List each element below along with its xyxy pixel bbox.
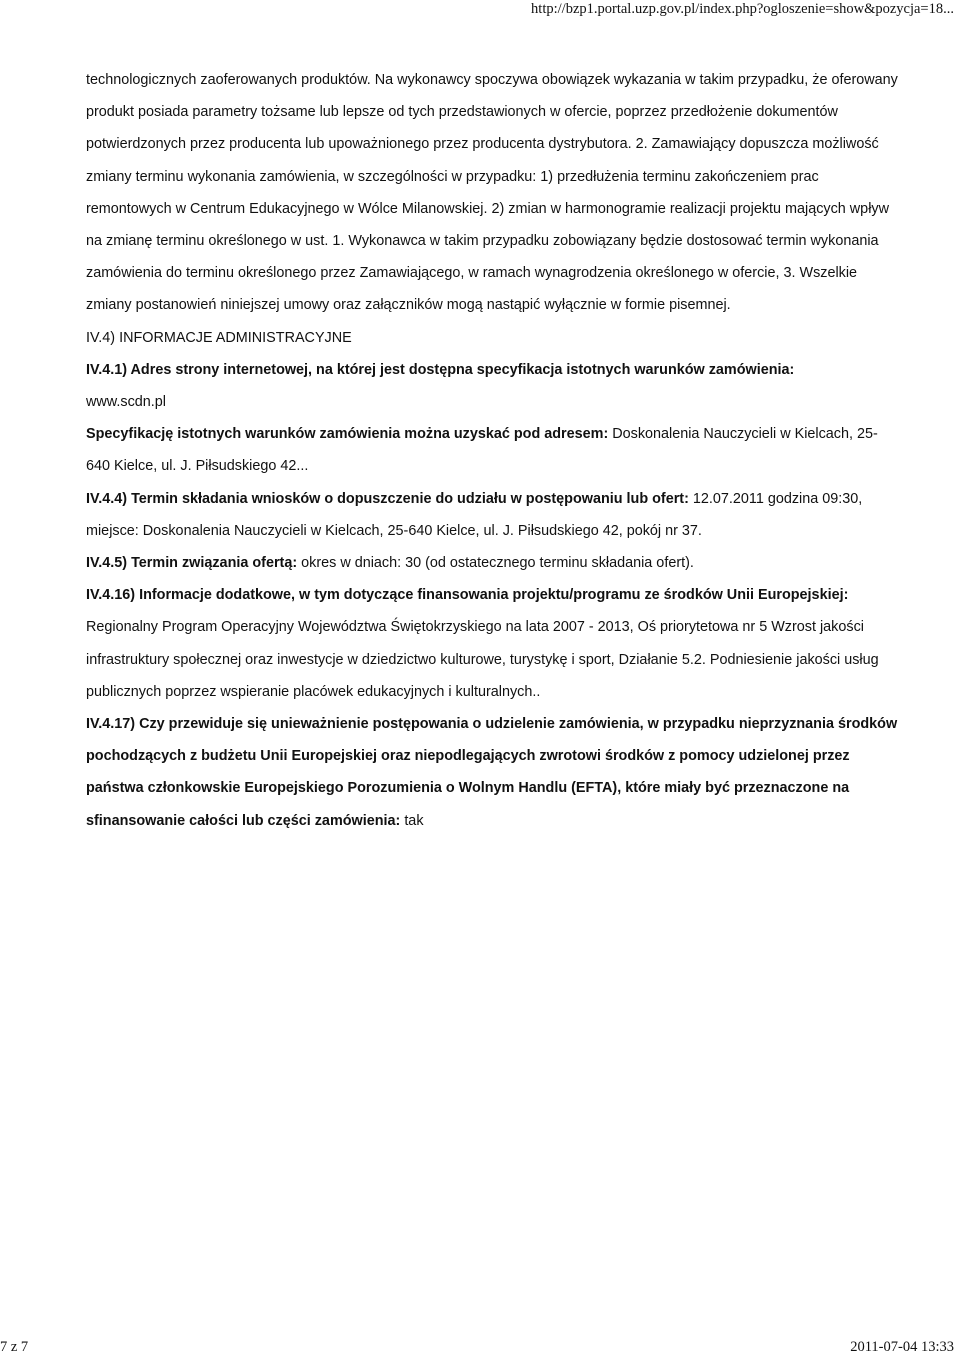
section-heading-label: IV.4) INFORMACJE ADMINISTRACYJNE <box>86 329 352 346</box>
website-address-label: IV.4.1) Adres strony internetowej, na której jest dostępna specyfikacja istotnych warunków zamówienia: <box>86 361 795 378</box>
website-address-item <box>86 354 898 418</box>
specification-address-label: Specyfikację istotnych warunków zamówienia można uzyskać pod adresem: <box>86 426 609 443</box>
section-heading-administrative-info <box>86 322 898 354</box>
print-datetime-footer: 2011-07-04 13:33 <box>850 1339 954 1355</box>
additional-info-label: IV.4.16) Informacje dodatkowe, w tym dotyczące finansowania projektu/programu ze środków Unii Europejskiej: <box>86 587 849 604</box>
offer-binding-period-item <box>86 547 898 579</box>
page-number-footer: 7 z 7 <box>0 1339 29 1355</box>
document-body <box>86 64 898 837</box>
additional-info-item <box>86 579 898 708</box>
website-address-value: www.scdn.pl <box>86 394 166 411</box>
specification-address-item <box>86 418 898 482</box>
offer-binding-period-label: IV.4.5) Termin związania ofertą: <box>86 555 298 572</box>
modification-terms-paragraph: technologicznych zaoferowanych produktów. Na wykonawcy spoczywa obowiązek wykazania w takim przypadku, że oferowany produkt posiada parametry tożsame lub lepsze od tych przedstawionych w ofercie, poprzez przedłożenie dokumentów potwierdzonych przez producenta lub upoważnionego przez producenta dystrybutora. 2. Zamawiający dopuszcza możliwość zmiany terminu wykonania zamówienia, w szczególności w przypadku: 1) przedłużenia terminu zakończeniem prac remontowych w Centrum Edukacyjnego w Wólce Milanowskiej. 2) zmian w harmonogramie realizacji projektu mających wpływ na zmianę terminu określonego w ust. 1. Wykonawca w takim przypadku zobowiązany będzie dostosować termin wykonania zamówienia do terminu określonego przez Zamawiającego, w ramach wynagrodzenia określonego w ofercie, 3. Wszelkie zmiany postanowień niniejszej umowy oraz załączników mogą nastąpić wyłącznie w formie pisemnej. <box>86 72 898 314</box>
submission-deadline-value: 12.07.2011 godzina 09:30, miejsce: Doskonalenia Nauczycieli w Kielcach, 25-640 Kielce, ul. J. Piłsudskiego 42, pokój nr 37. <box>86 490 863 539</box>
offer-binding-period-value: okres w dniach: 30 (od ostatecznego terminu składania ofert). <box>301 555 694 572</box>
submission-deadline-label: IV.4.4) Termin składania wniosków o dopuszczenie do udziału w postępowaniu lub ofert: <box>86 490 689 507</box>
additional-info-value: Regionalny Program Operacyjny Województwa Świętokrzyskiego na lata 2007 - 2013, Oś priorytetowa nr 5 Wzrost jakości infrastruktury społecznej oraz inwestycje w dziedzictwo kulturowe, turystykę i sport, Działanie 5.2. Podniesienie jakości usług publicznych poprzez wspieranie placówek edukacyjnych i kulturalnych.. <box>86 619 879 700</box>
cancellation-clause-value: tak <box>404 812 424 829</box>
cancellation-clause-label: IV.4.17) Czy przewiduje się unieważnienie postępowania o udzielenie zamówienia, w przypadku nieprzyznania środków pochodzących z budżetu Unii Europejskiej oraz niepodlegających zwrotowi środków z pomocy udzielonej przez państwa członkowskie Europejskiego Porozumienia o Wolnym Handlu (EFTA), które miały być przeznaczone na sfinansowanie całości lub części zamówienia: <box>86 716 898 829</box>
cancellation-clause-item <box>86 708 898 837</box>
specification-address-value: Doskonalenia Nauczycieli w Kielcach, 25-640 Kielce, ul. J. Piłsudskiego 42... <box>86 426 878 475</box>
submission-deadline-item <box>86 483 898 547</box>
page-url-header: http://bzp1.portal.uzp.gov.pl/index.php?ogloszenie=show&pozycja=18... <box>531 1 954 17</box>
